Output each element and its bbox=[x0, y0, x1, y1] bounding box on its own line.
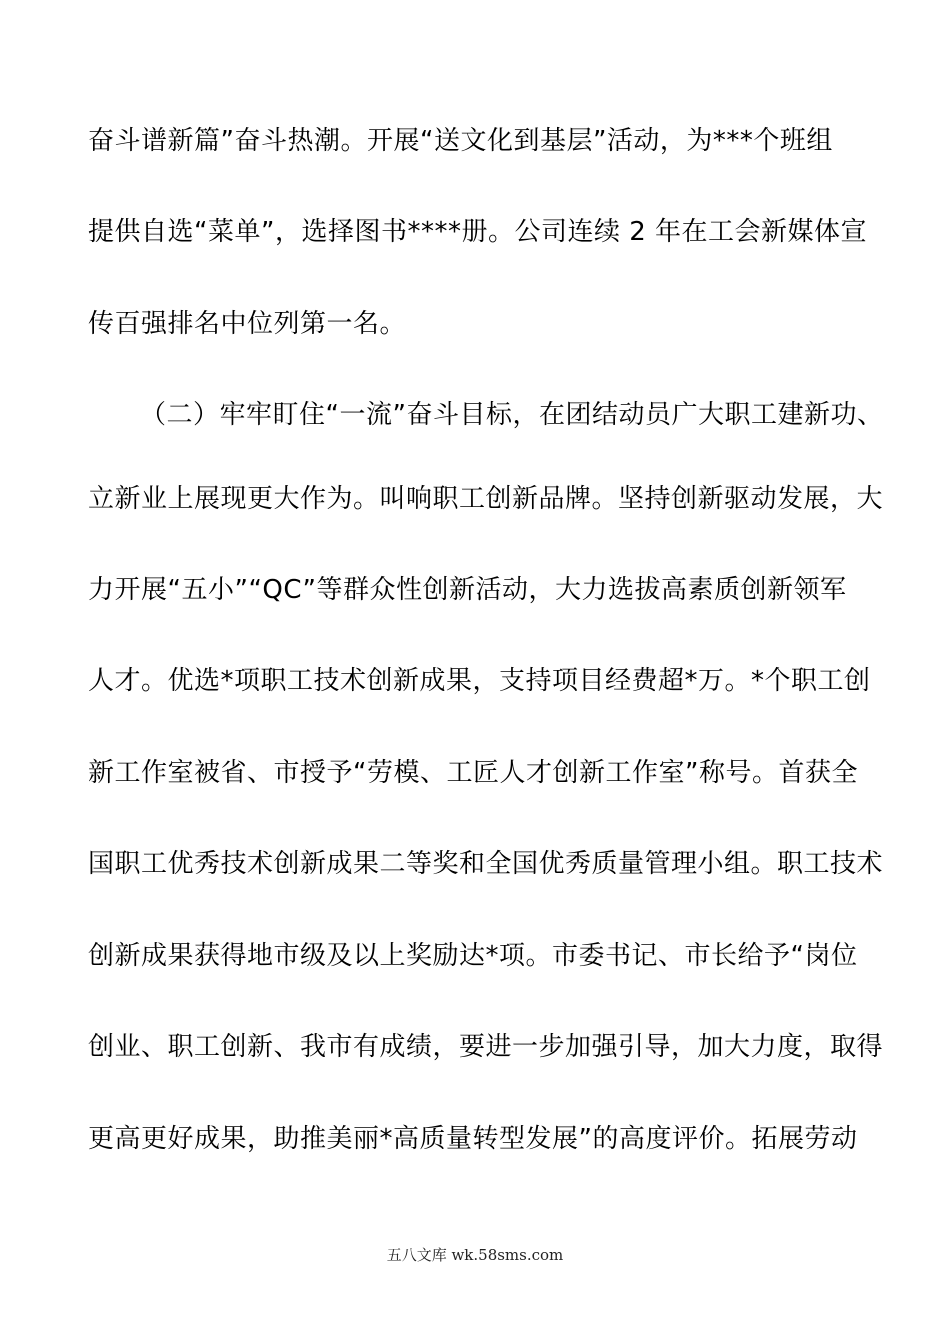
footer-watermark: 五八文库 wk.58sms.com bbox=[386, 1246, 564, 1264]
paragraph-line: 立新业上展现更大作为。叫响职工创新品牌。坚持创新驱动发展，大 bbox=[88, 484, 884, 514]
paragraph-line: 人才。优选*项职工技术创新成果，支持项目经费超*万。*个职工创 bbox=[88, 666, 871, 696]
paragraph-line: 更高更好成果，助推美丽*高质量转型发展”的高度评价。拓展劳动 bbox=[88, 1124, 858, 1154]
paragraph-line: 奋斗谱新篇”奋斗热潮。开展“送文化到基层”活动，为***个班组 bbox=[88, 126, 833, 156]
paragraph-line: 创业、职工创新、我市有成绩，要进一步加强引导，加大力度，取得 bbox=[88, 1032, 884, 1062]
paragraph-line: 提供自选“菜单”，选择图书****册。公司连续 2 年在工会新媒体宣 bbox=[88, 217, 868, 247]
paragraph-line: 传百强排名中位列第一名。 bbox=[88, 309, 407, 339]
paragraph-line: 国职工优秀技术创新成果二等奖和全国优秀质量管理小组。职工技术 bbox=[88, 849, 884, 879]
paragraph-line-indented: （二）牢牢盯住“一流”奋斗目标，在团结动员广大职工建新功、 bbox=[140, 400, 884, 430]
paragraph-line: 力开展“五小”“QC”等群众性创新活动，大力选拔高素质创新领军 bbox=[88, 575, 847, 605]
paragraph-line: 创新成果获得地市级及以上奖励达*项。市委书记、市长给予“岗位 bbox=[88, 941, 858, 971]
paragraph-line: 新工作室被省、市授予“劳模、工匠人才创新工作室”称号。首获全 bbox=[88, 758, 858, 788]
